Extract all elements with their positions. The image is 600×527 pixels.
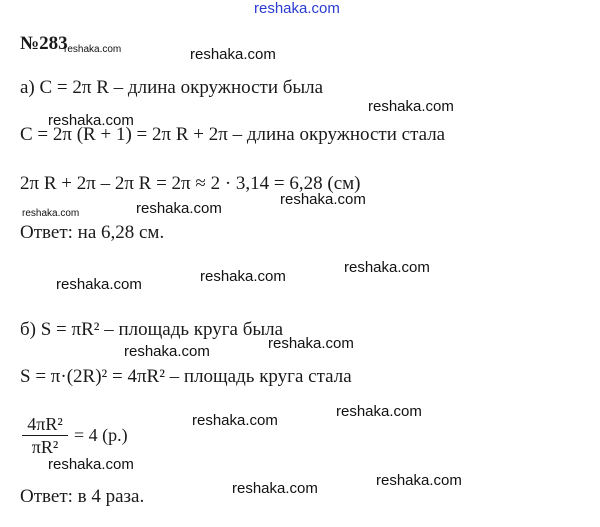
part-b-answer: Ответ: в 4 раза. bbox=[20, 486, 145, 507]
watermark: reshaka.com bbox=[48, 456, 134, 473]
watermark: reshaka.com bbox=[232, 480, 318, 497]
watermark: reshaka.com bbox=[192, 412, 278, 429]
fraction bbox=[22, 414, 68, 457]
fraction-expression bbox=[22, 414, 128, 457]
fraction-numerator: 4πR² bbox=[27, 414, 63, 434]
watermark: reshaka.com bbox=[56, 276, 142, 293]
part-a-line-2: C = 2π (R + 1) = 2π R + 2π – длина окружности стала bbox=[20, 124, 446, 145]
watermark: reshaka.com bbox=[22, 208, 80, 219]
part-a-line-1: а) C = 2π R – длина окружности была bbox=[20, 77, 324, 98]
watermark: reshaka.com bbox=[136, 200, 222, 217]
watermark: reshaka.com bbox=[280, 191, 366, 208]
watermark: reshaka.com bbox=[64, 44, 122, 55]
watermark: reshaka.com bbox=[368, 98, 454, 115]
watermark: reshaka.com bbox=[376, 472, 462, 489]
part-b-line-1: б) S = πR² – площадь круга была bbox=[20, 319, 284, 340]
watermark: reshaka.com bbox=[344, 259, 430, 276]
watermark: reshaka.com bbox=[268, 335, 354, 352]
fraction-denominator: πR² bbox=[31, 437, 59, 457]
part-a-line-3: 2π R + 2π – 2π R = 2π ≈ 2 · 3,14 = 6,28 (см) bbox=[20, 173, 361, 194]
watermark: reshaka.com bbox=[200, 268, 286, 285]
problem-number: №283 bbox=[20, 33, 68, 54]
part-b-line-2: S = π·(2R)² = 4πR² – площадь круга стала bbox=[20, 366, 352, 387]
watermark: reshaka.com bbox=[190, 46, 276, 63]
watermark: reshaka.com bbox=[48, 112, 134, 129]
watermark: reshaka.com bbox=[336, 403, 422, 420]
watermark: reshaka.com bbox=[124, 343, 210, 360]
fraction-result: = 4 (р.) bbox=[74, 425, 128, 445]
watermark-top: reshaka.com bbox=[254, 0, 340, 17]
part-a-answer: Ответ: на 6,28 см. bbox=[20, 222, 165, 243]
fraction-bar bbox=[22, 435, 68, 436]
